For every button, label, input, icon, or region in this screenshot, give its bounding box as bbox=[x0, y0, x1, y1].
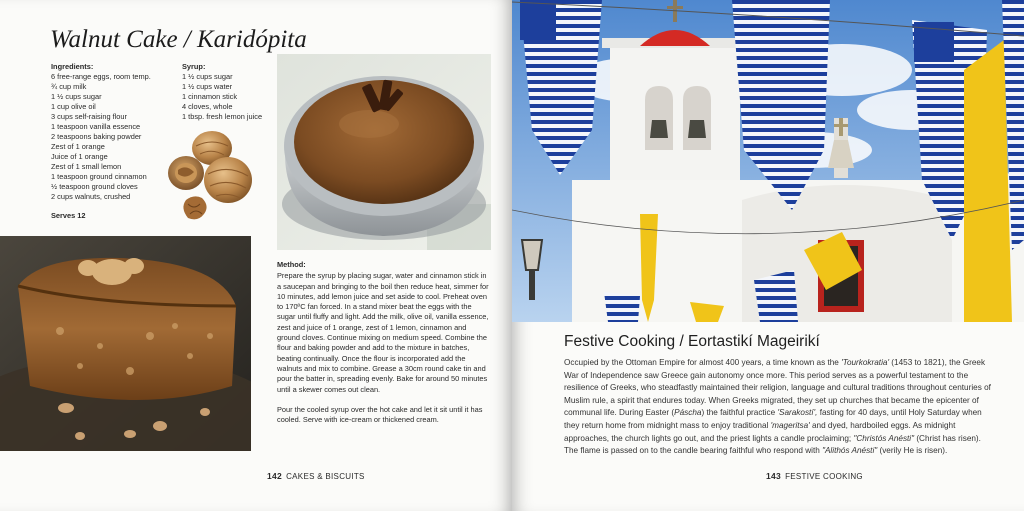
body-text-segment: fasting for 40 days, until Holy Saturday when they return home from midnight mass to enjoy traditional bbox=[564, 408, 982, 430]
body-text-segment: (1453 to 1821), the Greek War of Independence saw Greece gain autonomy once more. This period serves as a powerful testament to the resilience of Greeks, who steadfastly maintained their religion, language and cultural traditions throughout centuries of Muslim rule, a spirit that endures today. When Greeks migrated, they set up churches that became the epicenter of communal life. During Easter ( bbox=[564, 358, 991, 418]
body-text-segment: and dyed, hardboiled eggs. As midnight approaches, the church lights go out, and the priest lights a candle proclaiming; bbox=[564, 420, 956, 443]
ingredient-item: Zest of 1 small lemon bbox=[51, 162, 122, 171]
ingredient-item: 1 ½ cups sugar bbox=[51, 92, 102, 101]
page-folio-right bbox=[766, 471, 863, 481]
church-flags-photo bbox=[512, 0, 1024, 322]
ingredient-item: ½ teaspoon ground cloves bbox=[51, 182, 138, 191]
body-text-segment: ) the faithful practice bbox=[701, 408, 778, 418]
page-number: 142 bbox=[267, 471, 283, 481]
ingredient-item: 1 teaspoon vanilla essence bbox=[51, 122, 141, 131]
page-folio-left bbox=[267, 471, 365, 481]
syrup-item: 1 tbsp. fresh lemon juice bbox=[182, 112, 263, 121]
ingredient-item: 3 cups self-raising flour bbox=[51, 112, 127, 121]
syrup-item: 1 ½ cups sugar bbox=[182, 72, 233, 81]
walnuts-image bbox=[166, 128, 260, 224]
ingredient-item: Juice of 1 orange bbox=[51, 152, 108, 161]
method-section bbox=[277, 260, 489, 435]
ingredient-item: 2 cups walnuts, crushed bbox=[51, 192, 131, 201]
body-text-segment: 'Tourkokratia' bbox=[841, 358, 890, 367]
syrup-heading: Syrup: bbox=[182, 62, 206, 71]
whole-cake-photo bbox=[277, 54, 491, 250]
section-title: Festive Cooking / Eortastikí Mageirikí bbox=[564, 333, 820, 350]
ingredients-section bbox=[51, 62, 179, 202]
ingredient-item: 6 free-range eggs, room temp. bbox=[51, 72, 151, 81]
method-heading: Method: bbox=[277, 260, 306, 269]
syrup-item: 4 cloves, whole bbox=[182, 102, 233, 111]
body-text-segment: (Christ has risen). The flame is passed on to the candle bearing faithful who respond with bbox=[564, 433, 981, 456]
cake-slice-photo bbox=[0, 236, 251, 451]
section-body bbox=[564, 357, 996, 458]
body-text-segment: 'mageritsa' bbox=[770, 420, 810, 430]
syrup-item: 1 ½ cups water bbox=[182, 82, 233, 91]
method-paragraph-1: Prepare the syrup by placing sugar, water and cinnamon stick in a saucepan and bringing to the boil then reduce heat, simmer for 10 minutes, add lemon juice and set aside to cool. Preheat oven to 170ºC fan forced. In a stand mixer beat the eggs with the sugar until fluffy and light. Add the milk, olive oil, vanilla essence, zest and juice of 1 orange, zest of 1 lemon, cinnamon and ground cloves. Continue mixing on medium speed. Combine the flour and baking powder and add to the mixture in batches, beating continually. Once the flour is incorporated add the walnuts and mix to combine. Grease a 30cm round cake tin and pour the batter in, spreading evenly. Bake for around 50 minutes until a skewer comes out clean. bbox=[277, 271, 489, 394]
ingredient-item: 1 cup olive oil bbox=[51, 102, 96, 111]
body-text-segment: "Christós Anésti" bbox=[853, 433, 915, 443]
ingredients-list bbox=[51, 72, 179, 202]
ingredient-item: ¾ cup milk bbox=[51, 82, 87, 91]
syrup-section bbox=[182, 62, 274, 122]
body-text-segment: Occupied by the Ottoman Empire for almost 400 years, a time known as the bbox=[564, 358, 842, 367]
section-name: FESTIVE COOKING bbox=[785, 472, 863, 481]
method-paragraph-2: Pour the cooled syrup over the hot cake and let it sit until it has cooled. Serve with ice-cream or thickened cream. bbox=[277, 404, 483, 425]
body-text-segment: "Alithós Anésti" bbox=[822, 446, 878, 456]
body-text-segment: (verily He is risen). bbox=[877, 446, 948, 456]
page-number: 143 bbox=[766, 471, 782, 481]
section-name: CAKES & BISCUITS bbox=[286, 472, 365, 481]
ingredient-item: Zest of 1 orange bbox=[51, 142, 105, 151]
ingredients-heading: Ingredients: bbox=[51, 62, 94, 71]
syrup-list bbox=[182, 72, 274, 122]
body-text-segment: 'Sarakostí', bbox=[777, 408, 818, 418]
ingredient-item: 1 teaspoon ground cinnamon bbox=[51, 172, 147, 181]
ingredient-item: 2 teaspoons baking powder bbox=[51, 132, 142, 141]
syrup-item: 1 cinnamon stick bbox=[182, 92, 238, 101]
body-text-segment: Páscha bbox=[674, 408, 702, 418]
right-page bbox=[512, 0, 1024, 511]
recipe-title: Walnut Cake / Karidópita bbox=[50, 26, 307, 53]
serves-label: Serves 12 bbox=[51, 211, 86, 220]
